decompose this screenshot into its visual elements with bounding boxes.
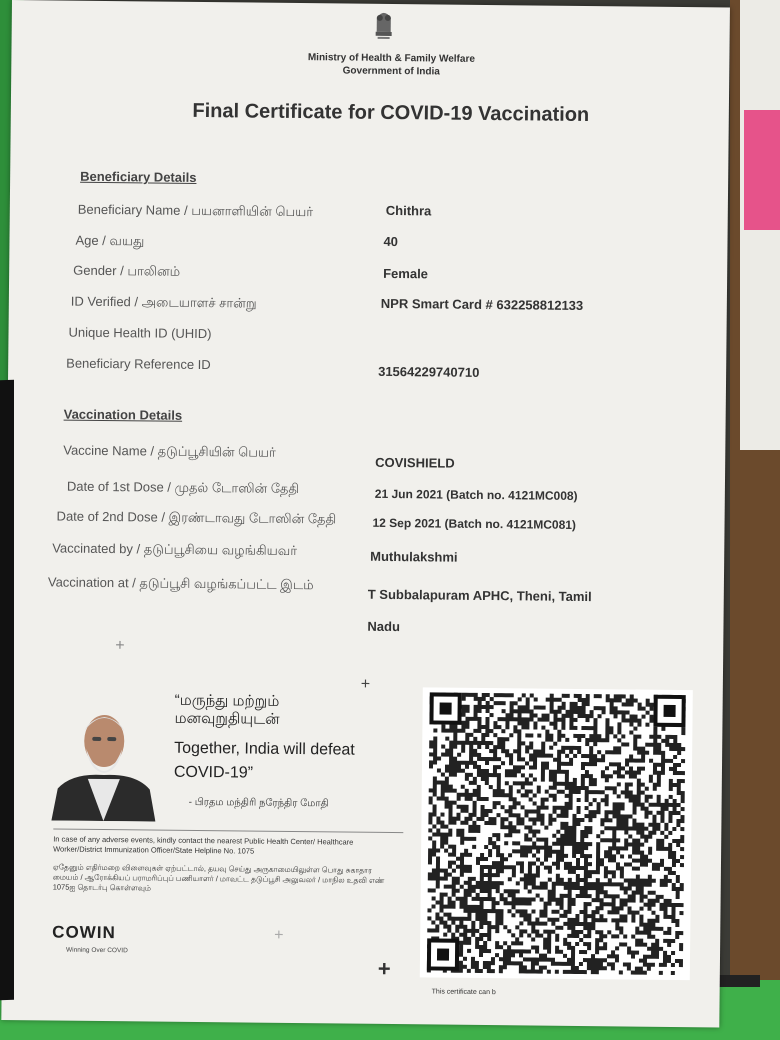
- second-dose-value: 12 Sep 2021 (Batch no. 4121MC081): [372, 515, 577, 532]
- certificate-title: Final Certificate for COVID-19 Vaccination: [192, 99, 590, 127]
- prime-minister-portrait: [51, 700, 156, 821]
- vaccination-at-label: Vaccination at / தடுப்பூசி வழங்கப்பட்ட இடம்: [47, 574, 314, 593]
- vaccination-at-value-cont: Nadu: [367, 618, 401, 635]
- registration-mark-icon: +: [360, 675, 371, 693]
- beneficiary-reference-label: Beneficiary Reference ID: [66, 355, 211, 373]
- registration-mark-icon: +: [274, 926, 284, 944]
- second-dose-label: Date of 2nd Dose / இரண்டாவது டோஸின் தேதி: [56, 508, 337, 527]
- qr-footnote: This certificate can b: [431, 988, 496, 997]
- vaccinated-by-label: Vaccinated by / தடுப்பூசியை வழங்கியவர்: [52, 540, 298, 559]
- ministry-name: Ministry of Health & Family Welfare: [307, 52, 475, 65]
- government-name: Government of India: [342, 65, 440, 78]
- beneficiary-reference-value: 31564229740710: [378, 363, 480, 380]
- page-shadow-left: [0, 380, 14, 1000]
- first-dose-value: 21 Jun 2021 (Batch no. 4121MC008): [374, 486, 578, 503]
- gender-value: Female: [383, 265, 429, 282]
- registration-mark-icon: +: [115, 637, 125, 655]
- ministry-heading: [271, 51, 511, 80]
- vaccination-section-title: Vaccination Details: [63, 406, 183, 423]
- helpline-english: In case of any adverse events, kindly contact the nearest Public Health Center/ Healthcare Worker/District Immunization Officer/State Helpline No. 1075: [53, 834, 354, 856]
- vaccination-at-value: T Subbalapuram APHC, Theni, Tamil: [367, 586, 592, 605]
- beneficiary-name-label: Beneficiary Name / பயனாளியின் பெயர்: [77, 201, 314, 220]
- national-emblem-icon: [364, 4, 404, 44]
- cowin-logo: COWIN: [52, 922, 116, 943]
- certificate-page: [1, 0, 730, 1027]
- beneficiary-section-title: Beneficiary Details: [80, 168, 197, 185]
- quote-english: Together, India will defeat COVID-19”: [173, 739, 355, 782]
- first-dose-label: Date of 1st Dose / முதல் டோஸின் தேதி: [66, 478, 300, 497]
- vaccine-name-value: COVISHIELD: [375, 454, 455, 471]
- id-verified-label: ID Verified / அடையாளச் சான்று: [70, 293, 257, 311]
- vaccine-name-label: Vaccine Name / தடுப்பூசியின் பெயர்: [63, 442, 276, 460]
- quote-signature: - பிரதம மந்திரி நரேந்திர மோதி: [188, 796, 329, 810]
- vaccinated-by-value: Muthulakshmi: [370, 548, 458, 565]
- divider: [53, 828, 403, 833]
- age-value: 40: [383, 233, 399, 250]
- age-label: Age / வயது: [75, 232, 145, 249]
- registration-mark-icon: +: [377, 955, 391, 982]
- qr-code-icon: [420, 687, 693, 980]
- beneficiary-name-value: Chithra: [385, 202, 432, 219]
- quote-tamil: “மருந்து மற்றும் மனவுறுதியுடன்: [174, 691, 280, 728]
- uhid-label: Unique Health ID (UHID): [68, 324, 212, 342]
- id-verified-value: NPR Smart Card # 632258812133: [380, 295, 584, 313]
- helpline-tamil: ஏதேனும் எதிர்மறை விளைவுகள் ஏற்பட்டால், தயவு செய்து அருகாமையிலுள்ள பொது சுகாதார மையம் / ஆரோக்கியப் பராமரிப்புப் பணியாளர் / மாவட்ட தடுப்பூசி அலுவலர் / மாநில உதவி எண் 1075ஐ தொடர்பு கொள்ளவும்: [52, 862, 385, 893]
- gender-label: Gender / பாலினம்: [73, 262, 181, 279]
- cowin-tagline: Winning Over COVID: [66, 946, 128, 955]
- background-pink-paper: [744, 110, 780, 230]
